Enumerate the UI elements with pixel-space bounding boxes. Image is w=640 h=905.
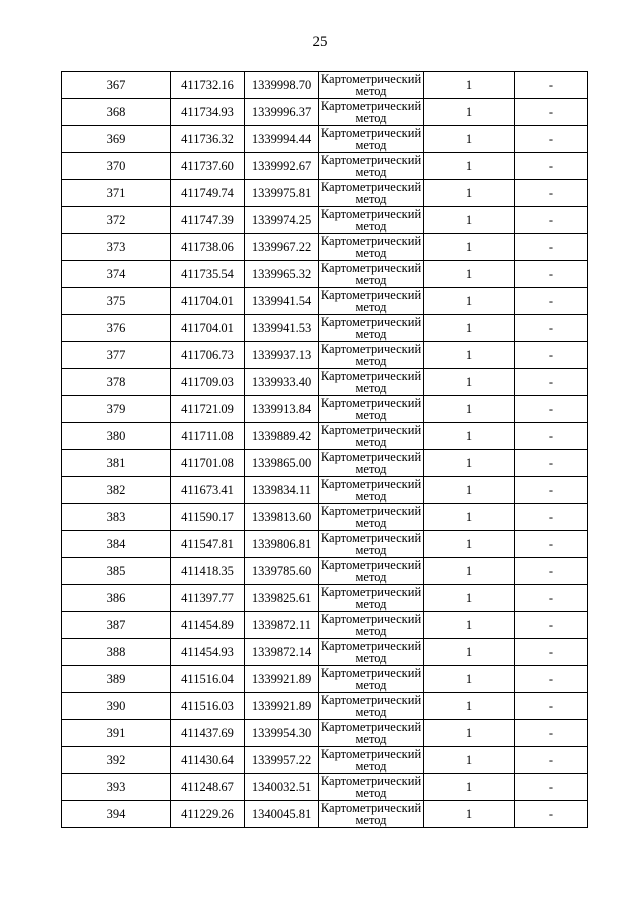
method-line-1: Картометрический xyxy=(320,476,422,491)
table-row xyxy=(62,720,588,747)
description-cell: - xyxy=(515,504,588,531)
table-row xyxy=(62,288,588,315)
table-row xyxy=(62,504,588,531)
accuracy-cell: 1 xyxy=(424,288,515,315)
accuracy-cell: 1 xyxy=(424,693,515,720)
table-row xyxy=(62,558,588,585)
accuracy-cell: 1 xyxy=(424,396,515,423)
x-coordinate-cell: 411590.17 xyxy=(171,504,245,531)
method-line-2: метод xyxy=(355,354,387,368)
accuracy-cell: 1 xyxy=(424,126,515,153)
accuracy-cell: 1 xyxy=(424,639,515,666)
method-line-1: Картометрический xyxy=(320,341,422,356)
method-line-1: Картометрический xyxy=(320,530,422,545)
x-coordinate-cell: 411732.16 xyxy=(171,72,245,99)
method-cell xyxy=(319,801,424,828)
table-row xyxy=(62,639,588,666)
description-cell: - xyxy=(515,639,588,666)
point-number-cell: 367 xyxy=(62,72,171,99)
point-number-cell: 389 xyxy=(62,666,171,693)
y-coordinate-cell: 1339996.37 xyxy=(245,99,319,126)
method-line-1: Картометрический xyxy=(320,422,422,437)
description-cell: - xyxy=(515,774,588,801)
description-cell: - xyxy=(515,180,588,207)
y-coordinate-cell: 1339933.40 xyxy=(245,369,319,396)
method-line-1: Картометрический xyxy=(320,719,422,734)
point-number-cell: 373 xyxy=(62,234,171,261)
method-line-1: Картометрический xyxy=(320,206,422,221)
accuracy-cell: 1 xyxy=(424,261,515,288)
point-number-cell: 386 xyxy=(62,585,171,612)
method-line-2: метод xyxy=(355,570,387,584)
description-cell: - xyxy=(515,801,588,828)
description-cell: - xyxy=(515,315,588,342)
table-row xyxy=(62,234,588,261)
y-coordinate-cell: 1339921.89 xyxy=(245,693,319,720)
method-cell xyxy=(319,450,424,477)
coordinates-table-body xyxy=(62,72,588,828)
point-number-cell: 372 xyxy=(62,207,171,234)
method-line-1: Картометрический xyxy=(320,233,422,248)
y-coordinate-cell: 1339806.81 xyxy=(245,531,319,558)
y-coordinate-cell: 1339954.30 xyxy=(245,720,319,747)
method-cell xyxy=(319,774,424,801)
method-cell xyxy=(319,369,424,396)
method-cell xyxy=(319,558,424,585)
method-cell xyxy=(319,666,424,693)
page-number: 25 xyxy=(312,34,328,50)
description-cell: - xyxy=(515,234,588,261)
point-number-cell: 374 xyxy=(62,261,171,288)
method-line-2: метод xyxy=(355,489,387,503)
accuracy-cell: 1 xyxy=(424,72,515,99)
x-coordinate-cell: 411737.60 xyxy=(171,153,245,180)
method-cell xyxy=(319,693,424,720)
x-coordinate-cell: 411673.41 xyxy=(171,477,245,504)
table-row xyxy=(62,774,588,801)
method-line-1: Картометрический xyxy=(320,773,422,788)
method-line-1: Картометрический xyxy=(320,584,422,599)
x-coordinate-cell: 411248.67 xyxy=(171,774,245,801)
method-line-1: Картометрический xyxy=(320,638,422,653)
method-cell xyxy=(319,72,424,99)
method-line-1: Картометрический xyxy=(320,98,422,113)
x-coordinate-cell: 411418.35 xyxy=(171,558,245,585)
description-cell: - xyxy=(515,531,588,558)
table-row xyxy=(62,153,588,180)
method-cell xyxy=(319,315,424,342)
table-row xyxy=(62,207,588,234)
y-coordinate-cell: 1339965.32 xyxy=(245,261,319,288)
accuracy-cell: 1 xyxy=(424,666,515,693)
y-coordinate-cell: 1339785.60 xyxy=(245,558,319,585)
method-line-2: метод xyxy=(355,732,387,746)
description-cell: - xyxy=(515,72,588,99)
table-row xyxy=(62,801,588,828)
y-coordinate-cell: 1339994.44 xyxy=(245,126,319,153)
method-line-2: метод xyxy=(355,462,387,476)
accuracy-cell: 1 xyxy=(424,747,515,774)
point-number-cell: 390 xyxy=(62,693,171,720)
method-line-2: метод xyxy=(355,219,387,233)
accuracy-cell: 1 xyxy=(424,423,515,450)
method-cell xyxy=(319,639,424,666)
method-line-2: метод xyxy=(355,273,387,287)
method-cell xyxy=(319,180,424,207)
x-coordinate-cell: 411709.03 xyxy=(171,369,245,396)
y-coordinate-cell: 1340032.51 xyxy=(245,774,319,801)
method-line-1: Картометрический xyxy=(320,287,422,302)
y-coordinate-cell: 1339975.81 xyxy=(245,180,319,207)
description-cell: - xyxy=(515,612,588,639)
accuracy-cell: 1 xyxy=(424,315,515,342)
point-number-cell: 394 xyxy=(62,801,171,828)
table-row xyxy=(62,531,588,558)
point-number-cell: 382 xyxy=(62,477,171,504)
method-cell xyxy=(319,261,424,288)
point-number-cell: 378 xyxy=(62,369,171,396)
method-line-2: метод xyxy=(355,165,387,179)
method-cell xyxy=(319,531,424,558)
method-line-2: метод xyxy=(355,597,387,611)
method-line-2: метод xyxy=(355,624,387,638)
description-cell: - xyxy=(515,585,588,612)
method-cell xyxy=(319,153,424,180)
y-coordinate-cell: 1339825.61 xyxy=(245,585,319,612)
x-coordinate-cell: 411454.89 xyxy=(171,612,245,639)
accuracy-cell: 1 xyxy=(424,585,515,612)
x-coordinate-cell: 411701.08 xyxy=(171,450,245,477)
y-coordinate-cell: 1339941.53 xyxy=(245,315,319,342)
description-cell: - xyxy=(515,396,588,423)
x-coordinate-cell: 411704.01 xyxy=(171,288,245,315)
description-cell: - xyxy=(515,207,588,234)
method-line-2: метод xyxy=(355,651,387,665)
y-coordinate-cell: 1339992.67 xyxy=(245,153,319,180)
description-cell: - xyxy=(515,369,588,396)
method-line-2: метод xyxy=(355,435,387,449)
table-row xyxy=(62,612,588,639)
accuracy-cell: 1 xyxy=(424,477,515,504)
y-coordinate-cell: 1339872.14 xyxy=(245,639,319,666)
accuracy-cell: 1 xyxy=(424,720,515,747)
y-coordinate-cell: 1339889.42 xyxy=(245,423,319,450)
method-line-1: Картометрический xyxy=(320,503,422,518)
method-cell xyxy=(319,126,424,153)
y-coordinate-cell: 1340045.81 xyxy=(245,801,319,828)
table-row xyxy=(62,747,588,774)
table-row xyxy=(62,180,588,207)
method-line-2: метод xyxy=(355,246,387,260)
accuracy-cell: 1 xyxy=(424,558,515,585)
description-cell: - xyxy=(515,747,588,774)
accuracy-cell: 1 xyxy=(424,234,515,261)
method-line-2: метод xyxy=(355,786,387,800)
accuracy-cell: 1 xyxy=(424,612,515,639)
y-coordinate-cell: 1339967.22 xyxy=(245,234,319,261)
method-line-2: метод xyxy=(355,705,387,719)
accuracy-cell: 1 xyxy=(424,369,515,396)
y-coordinate-cell: 1339865.00 xyxy=(245,450,319,477)
table-row xyxy=(62,99,588,126)
x-coordinate-cell: 411704.01 xyxy=(171,315,245,342)
method-line-2: метод xyxy=(355,327,387,341)
y-coordinate-cell: 1339834.11 xyxy=(245,477,319,504)
method-line-1: Картометрический xyxy=(320,557,422,572)
method-line-1: Картометрический xyxy=(320,71,422,86)
table-row xyxy=(62,72,588,99)
accuracy-cell: 1 xyxy=(424,450,515,477)
x-coordinate-cell: 411747.39 xyxy=(171,207,245,234)
method-cell xyxy=(319,234,424,261)
accuracy-cell: 1 xyxy=(424,801,515,828)
method-cell xyxy=(319,585,424,612)
point-number-cell: 391 xyxy=(62,720,171,747)
method-line-2: метод xyxy=(355,516,387,530)
y-coordinate-cell: 1339913.84 xyxy=(245,396,319,423)
method-cell xyxy=(319,288,424,315)
method-cell xyxy=(319,504,424,531)
method-cell xyxy=(319,477,424,504)
point-number-cell: 388 xyxy=(62,639,171,666)
x-coordinate-cell: 411711.08 xyxy=(171,423,245,450)
y-coordinate-cell: 1339813.60 xyxy=(245,504,319,531)
table-row xyxy=(62,126,588,153)
method-cell xyxy=(319,396,424,423)
description-cell: - xyxy=(515,720,588,747)
x-coordinate-cell: 411547.81 xyxy=(171,531,245,558)
table-row xyxy=(62,396,588,423)
description-cell: - xyxy=(515,450,588,477)
coordinates-table xyxy=(61,71,588,828)
point-number-cell: 393 xyxy=(62,774,171,801)
x-coordinate-cell: 411516.03 xyxy=(171,693,245,720)
x-coordinate-cell: 411397.77 xyxy=(171,585,245,612)
description-cell: - xyxy=(515,558,588,585)
accuracy-cell: 1 xyxy=(424,180,515,207)
method-line-1: Картометрический xyxy=(320,665,422,680)
method-line-1: Картометрический xyxy=(320,611,422,626)
x-coordinate-cell: 411454.93 xyxy=(171,639,245,666)
method-line-2: метод xyxy=(355,300,387,314)
point-number-cell: 370 xyxy=(62,153,171,180)
x-coordinate-cell: 411736.32 xyxy=(171,126,245,153)
point-number-cell: 375 xyxy=(62,288,171,315)
description-cell: - xyxy=(515,261,588,288)
accuracy-cell: 1 xyxy=(424,774,515,801)
accuracy-cell: 1 xyxy=(424,531,515,558)
point-number-cell: 387 xyxy=(62,612,171,639)
table-row xyxy=(62,315,588,342)
point-number-cell: 376 xyxy=(62,315,171,342)
point-number-cell: 385 xyxy=(62,558,171,585)
table-row xyxy=(62,666,588,693)
description-cell: - xyxy=(515,288,588,315)
point-number-cell: 368 xyxy=(62,99,171,126)
accuracy-cell: 1 xyxy=(424,153,515,180)
x-coordinate-cell: 411437.69 xyxy=(171,720,245,747)
method-line-2: метод xyxy=(355,84,387,98)
point-number-cell: 379 xyxy=(62,396,171,423)
y-coordinate-cell: 1339957.22 xyxy=(245,747,319,774)
y-coordinate-cell: 1339937.13 xyxy=(245,342,319,369)
method-cell xyxy=(319,207,424,234)
x-coordinate-cell: 411706.73 xyxy=(171,342,245,369)
y-coordinate-cell: 1339872.11 xyxy=(245,612,319,639)
method-cell xyxy=(319,423,424,450)
y-coordinate-cell: 1339974.25 xyxy=(245,207,319,234)
method-line-1: Картометрический xyxy=(320,125,422,140)
method-line-2: метод xyxy=(355,111,387,125)
method-line-2: метод xyxy=(355,381,387,395)
point-number-cell: 381 xyxy=(62,450,171,477)
table-row xyxy=(62,423,588,450)
x-coordinate-cell: 411721.09 xyxy=(171,396,245,423)
accuracy-cell: 1 xyxy=(424,99,515,126)
table-row xyxy=(62,369,588,396)
point-number-cell: 392 xyxy=(62,747,171,774)
x-coordinate-cell: 411734.93 xyxy=(171,99,245,126)
accuracy-cell: 1 xyxy=(424,207,515,234)
method-line-1: Картометрический xyxy=(320,692,422,707)
x-coordinate-cell: 411516.04 xyxy=(171,666,245,693)
y-coordinate-cell: 1339921.89 xyxy=(245,666,319,693)
x-coordinate-cell: 411229.26 xyxy=(171,801,245,828)
method-cell xyxy=(319,612,424,639)
method-line-2: метод xyxy=(355,813,387,827)
method-line-1: Картометрический xyxy=(320,152,422,167)
x-coordinate-cell: 411738.06 xyxy=(171,234,245,261)
x-coordinate-cell: 411749.74 xyxy=(171,180,245,207)
x-coordinate-cell: 411735.54 xyxy=(171,261,245,288)
method-line-2: метод xyxy=(355,192,387,206)
point-number-cell: 384 xyxy=(62,531,171,558)
point-number-cell: 380 xyxy=(62,423,171,450)
table-row xyxy=(62,261,588,288)
point-number-cell: 383 xyxy=(62,504,171,531)
method-line-1: Картометрический xyxy=(320,314,422,329)
y-coordinate-cell: 1339941.54 xyxy=(245,288,319,315)
method-line-1: Картометрический xyxy=(320,800,422,815)
description-cell: - xyxy=(515,477,588,504)
accuracy-cell: 1 xyxy=(424,342,515,369)
method-line-1: Картометрический xyxy=(320,260,422,275)
method-cell xyxy=(319,99,424,126)
method-cell xyxy=(319,342,424,369)
method-line-1: Картометрический xyxy=(320,368,422,383)
description-cell: - xyxy=(515,153,588,180)
accuracy-cell: 1 xyxy=(424,504,515,531)
description-cell: - xyxy=(515,99,588,126)
table-row xyxy=(62,693,588,720)
method-line-2: метод xyxy=(355,678,387,692)
method-line-1: Картометрический xyxy=(320,449,422,464)
method-line-2: метод xyxy=(355,543,387,557)
y-coordinate-cell: 1339998.70 xyxy=(245,72,319,99)
method-line-1: Картометрический xyxy=(320,746,422,761)
point-number-cell: 377 xyxy=(62,342,171,369)
description-cell: - xyxy=(515,666,588,693)
table-row xyxy=(62,585,588,612)
table-row xyxy=(62,450,588,477)
table-row xyxy=(62,477,588,504)
point-number-cell: 369 xyxy=(62,126,171,153)
method-cell xyxy=(319,720,424,747)
description-cell: - xyxy=(515,423,588,450)
method-cell xyxy=(319,747,424,774)
method-line-1: Картометрический xyxy=(320,179,422,194)
method-line-2: метод xyxy=(355,759,387,773)
description-cell: - xyxy=(515,126,588,153)
x-coordinate-cell: 411430.64 xyxy=(171,747,245,774)
method-line-1: Картометрический xyxy=(320,395,422,410)
table-row xyxy=(62,342,588,369)
description-cell: - xyxy=(515,342,588,369)
method-line-2: метод xyxy=(355,408,387,422)
method-line-2: метод xyxy=(355,138,387,152)
point-number-cell: 371 xyxy=(62,180,171,207)
description-cell: - xyxy=(515,693,588,720)
